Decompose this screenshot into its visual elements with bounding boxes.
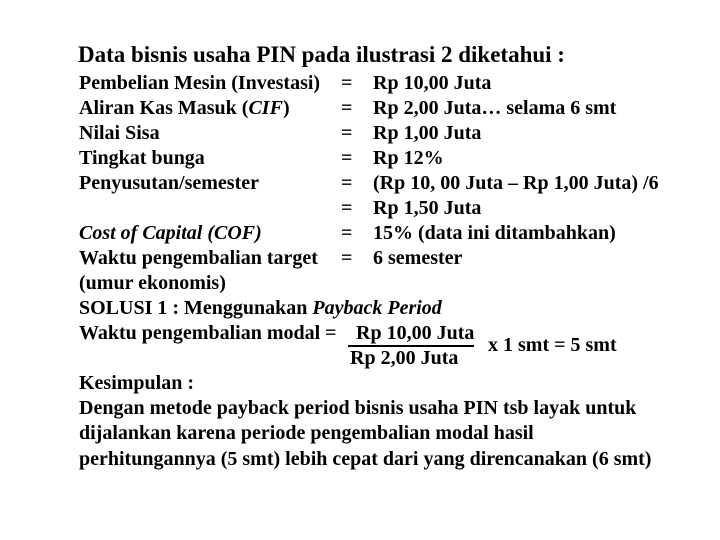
row-equals-cof: =: [341, 222, 353, 244]
solution-heading: [79, 296, 442, 320]
formula-multiplier: x 1 smt = 5 smt: [488, 334, 617, 356]
row-value-cof: 15% (data ini ditambahkan): [373, 222, 616, 244]
formula-numerator: Rp 10,00 Juta: [356, 322, 475, 344]
row-value-cif: Rp 2,00 Juta… selama 6 smt: [373, 97, 617, 119]
conclusion-line-2: dijalankan karena periode pengembalian modal hasil: [79, 422, 534, 444]
row-value-penyusutan: (Rp 10, 00 Juta – Rp 1,00 Juta) /6: [373, 172, 659, 194]
slide-title: Data bisnis usaha PIN pada ilustrasi 2 diketahui :: [78, 42, 565, 67]
row-equals-nilai-sisa: =: [341, 122, 353, 144]
row-equals-tingkat-bunga: =: [341, 147, 353, 169]
formula-denominator: Rp 2,00 Juta: [350, 347, 459, 369]
conclusion-line-1: Dengan metode payback period bisnis usaha PIN tsb layak untuk: [79, 397, 637, 419]
row-equals-waktu-target: =: [341, 247, 353, 269]
row-equals-penyusutan-result: =: [341, 197, 353, 219]
solution-prefix: SOLUSI 1 : Menggunakan: [79, 297, 313, 319]
row-label-waktu-target: Waktu pengembalian target: [79, 247, 318, 269]
row-value-investasi: Rp 10,00 Juta: [373, 72, 492, 94]
conclusion-line-3: perhitungannya (5 smt) lebih cepat dari yang direncanakan (6 smt): [79, 448, 652, 470]
row-label-cif: [79, 96, 290, 120]
umur-ekonomis-note: (umur ekonomis): [79, 272, 226, 294]
cif-label-post: ): [282, 97, 290, 119]
row-label-cof: Cost of Capital (COF): [79, 222, 262, 244]
row-label-nilai-sisa: Nilai Sisa: [79, 122, 160, 144]
row-label-investasi: Pembelian Mesin (Investasi): [79, 72, 321, 94]
row-equals-investasi: =: [341, 72, 353, 94]
row-label-tingkat-bunga: Tingkat bunga: [79, 147, 205, 169]
row-value-nilai-sisa: Rp 1,00 Juta: [373, 122, 482, 144]
row-value-tingkat-bunga: Rp 12%: [373, 147, 444, 169]
row-value-waktu-target: 6 semester: [373, 247, 463, 269]
row-equals-cif: =: [341, 97, 353, 119]
formula-label: Waktu pengembalian modal =: [79, 322, 337, 344]
conclusion-heading: Kesimpulan :: [79, 372, 195, 394]
row-value-penyusutan-result: Rp 1,50 Juta: [373, 197, 482, 219]
row-label-penyusutan: Penyusutan/semester: [79, 172, 259, 194]
row-equals-penyusutan: =: [341, 172, 353, 194]
cif-label-italic: CIF: [248, 97, 283, 119]
solution-method: Payback Period: [312, 297, 442, 319]
cif-label-pre: Aliran Kas Masuk (: [79, 97, 249, 119]
